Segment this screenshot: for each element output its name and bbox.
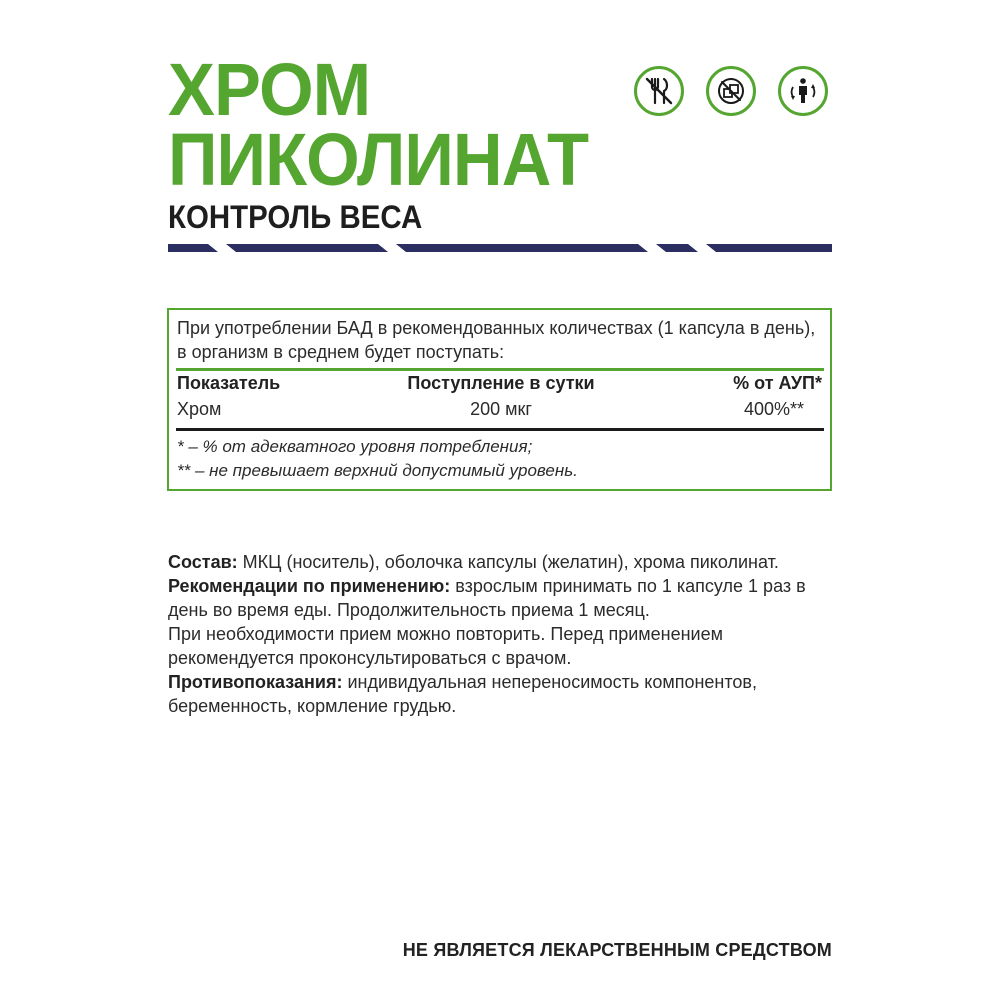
product-details	[168, 550, 838, 718]
product-title-line1: ХРОМ	[168, 48, 371, 131]
nutrition-intro: При употреблении БАД в рекомендованных количествах (1 капсула в день), в организм в среднем будет поступать:	[177, 318, 816, 362]
nutrition-info-box	[167, 308, 832, 491]
footnote-adequate-level: * – % от адекватного уровня потребления;	[177, 437, 533, 456]
composition-label: Состав:	[168, 552, 238, 572]
repeat-paragraph: При необходимости прием можно повторить. Перед применением рекомендуется проконсультироваться с врачом.	[168, 624, 723, 668]
table-header-percent: % от АУП*	[733, 373, 822, 393]
table-header-daily-intake: Поступление в сутки	[407, 373, 595, 393]
not-a-drug-disclaimer: НЕ ЯВЛЯЕТСЯ ЛЕКАРСТВЕННЫМ СРЕДСТВОМ	[402, 940, 832, 960]
product-subtitle: КОНТРОЛЬ ВЕСА	[168, 199, 423, 235]
table-cell-indicator: Хром	[177, 399, 222, 419]
table-cell-daily-intake: 200 мкг	[470, 399, 532, 419]
table-header-indicator: Показатель	[177, 373, 281, 393]
composition-text: МКЦ (носитель), оболочка капсулы (желатин), хрома пиколинат.	[237, 552, 779, 572]
no-sugar-icon	[706, 66, 756, 116]
table-cell-percent: 400%**	[743, 399, 804, 419]
contraindications-paragraph	[168, 670, 838, 718]
product-title-line2: ПИКОЛИНАТ	[168, 118, 589, 201]
composition-paragraph	[168, 550, 838, 574]
contraindications-text: индивидуальная непереносимость компонентов, беременность, кормление грудью.	[168, 672, 757, 716]
footnote-upper-limit: ** – не превышает верхний допустимый уровень.	[177, 461, 578, 480]
body-metabolism-icon	[778, 66, 828, 116]
no-food-icon	[634, 66, 684, 116]
table-bottom-rule	[176, 428, 824, 431]
usage-text: взрослым принимать по 1 капсуле 1 раз в день во время еды. Продолжительность приема 1 месяц.	[168, 576, 806, 620]
table-top-rule	[176, 368, 824, 371]
usage-label: Рекомендации по применению:	[168, 576, 451, 596]
header-divider	[168, 237, 832, 257]
feature-badges	[630, 66, 835, 126]
contraindications-label: Противопоказания:	[168, 672, 343, 692]
usage-paragraph	[168, 574, 838, 622]
